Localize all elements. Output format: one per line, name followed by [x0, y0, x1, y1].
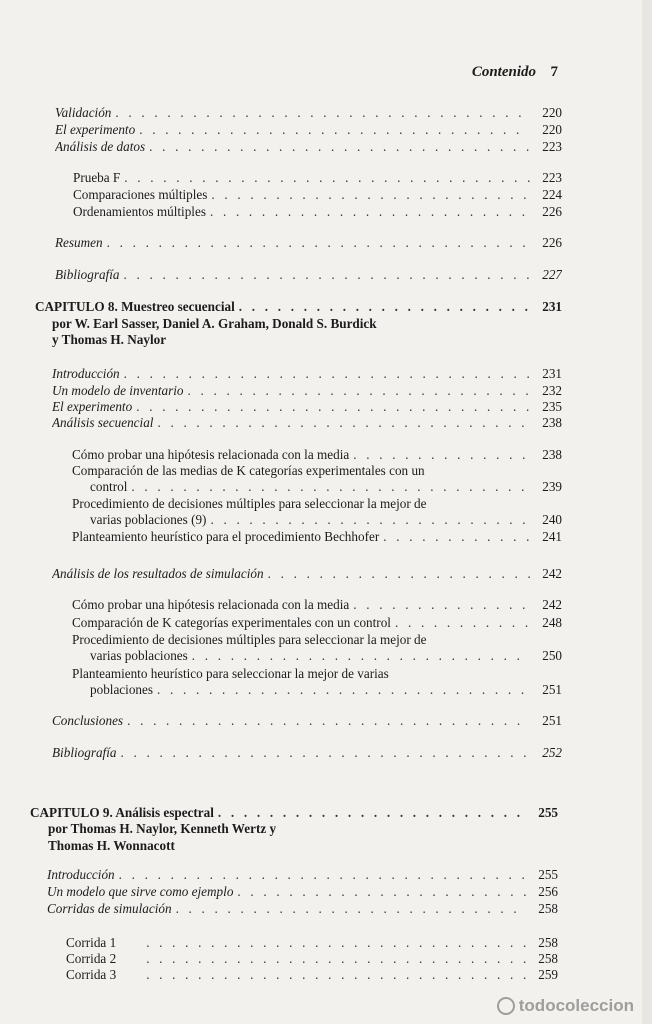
toc-subentry: control . . . 239: [90, 478, 562, 495]
toc-subentry: Comparación de K categorías experimentales con un control . . . 248: [72, 614, 562, 631]
chapter-8-authors: por W. Earl Sasser, Daniel A. Graham, Donald S. Burdick: [52, 316, 377, 331]
toc-subentry-text: Procedimiento de decisiones múltiples para seleccionar la mejor de: [72, 632, 427, 647]
toc-entry-bibliografia: Bibliografía . . . 227: [55, 266, 562, 283]
header-page-number: 7: [550, 64, 558, 80]
page-header: [471, 64, 558, 81]
toc-subentry: varias poblaciones (9) . . . 240: [90, 511, 562, 528]
toc-subentry: Corrida 1 . . . 258: [66, 934, 558, 951]
toc-subentry: Corrida 2 . . . 258: [66, 950, 558, 967]
toc-entry-resumen: Resumen . . . 226: [55, 234, 562, 251]
toc-subentry: Planteamiento heurístico para el procedimiento Bechhofer . . . 241: [72, 528, 562, 545]
toc-entry-conclusiones: Conclusiones . . . 251: [52, 712, 562, 729]
toc-subentry: poblaciones . . . 251: [90, 681, 562, 698]
toc-entry: Un modelo que sirve como ejemplo . . . 256: [47, 883, 558, 900]
toc-subentry: Prueba F . . . 223: [73, 169, 562, 186]
watermark: [497, 996, 634, 1016]
toc-entry: El experimento . . . 235: [52, 398, 562, 415]
chapter-9-authors: por Thomas H. Naylor, Kenneth Wertz y: [48, 821, 277, 836]
toc-entry-bibliografia: Bibliografía . . . 252: [52, 744, 562, 761]
toc-entry: Corridas de simulación . . . 258: [47, 900, 558, 917]
toc-subentry: Corrida 3 . . . 259: [66, 966, 558, 983]
toc-subentry: Comparaciones múltiples . . . 224: [73, 186, 562, 203]
toc-entry: Análisis secuencial . . . 238: [52, 414, 562, 431]
toc-entry: Análisis de datos . . . 223: [55, 138, 562, 155]
toc-subentry-text: Comparación de las medias de K categorías experimentales con un: [72, 463, 425, 478]
header-title: Contenido: [471, 64, 536, 80]
toc-subentry: Cómo probar una hipótesis relacionada con la media . . . 238: [72, 446, 562, 463]
watermark-text: todocoleccion: [518, 996, 634, 1015]
page-edge: [642, 0, 652, 1024]
chapter-9-authors: Thomas H. Wonnacott: [48, 838, 175, 853]
watermark-logo-icon: [497, 997, 515, 1015]
toc-entry: Validación . . . 220: [55, 104, 562, 121]
toc-subentry: varias poblaciones . . . 250: [90, 647, 562, 664]
toc-subentry-text: Procedimiento de decisiones múltiples para seleccionar la mejor de: [72, 496, 427, 511]
toc-entry: El experimento . . . 220: [55, 121, 562, 138]
chapter-8-heading: CAPITULO 8. Muestreo secuencial . . . 231: [35, 298, 562, 315]
toc-subentry: Ordenamientos múltiples . . . 226: [73, 203, 562, 220]
toc-entry: Introducción . . . 255: [47, 866, 558, 883]
chapter-9-heading: CAPITULO 9. Análisis espectral . . . 255: [30, 804, 558, 821]
chapter-8-authors: y Thomas H. Naylor: [52, 332, 167, 347]
toc-subentry: Cómo probar una hipótesis relacionada con la media . . . 242: [72, 596, 562, 613]
toc-entry: Introducción . . . 231: [52, 365, 562, 382]
toc-subentry-text: Planteamiento heurístico para seleccionar la mejor de varias: [72, 666, 389, 681]
toc-entry: Un modelo de inventario . . . 232: [52, 382, 562, 399]
toc-entry: Análisis de los resultados de simulación . . . 242: [52, 565, 562, 582]
